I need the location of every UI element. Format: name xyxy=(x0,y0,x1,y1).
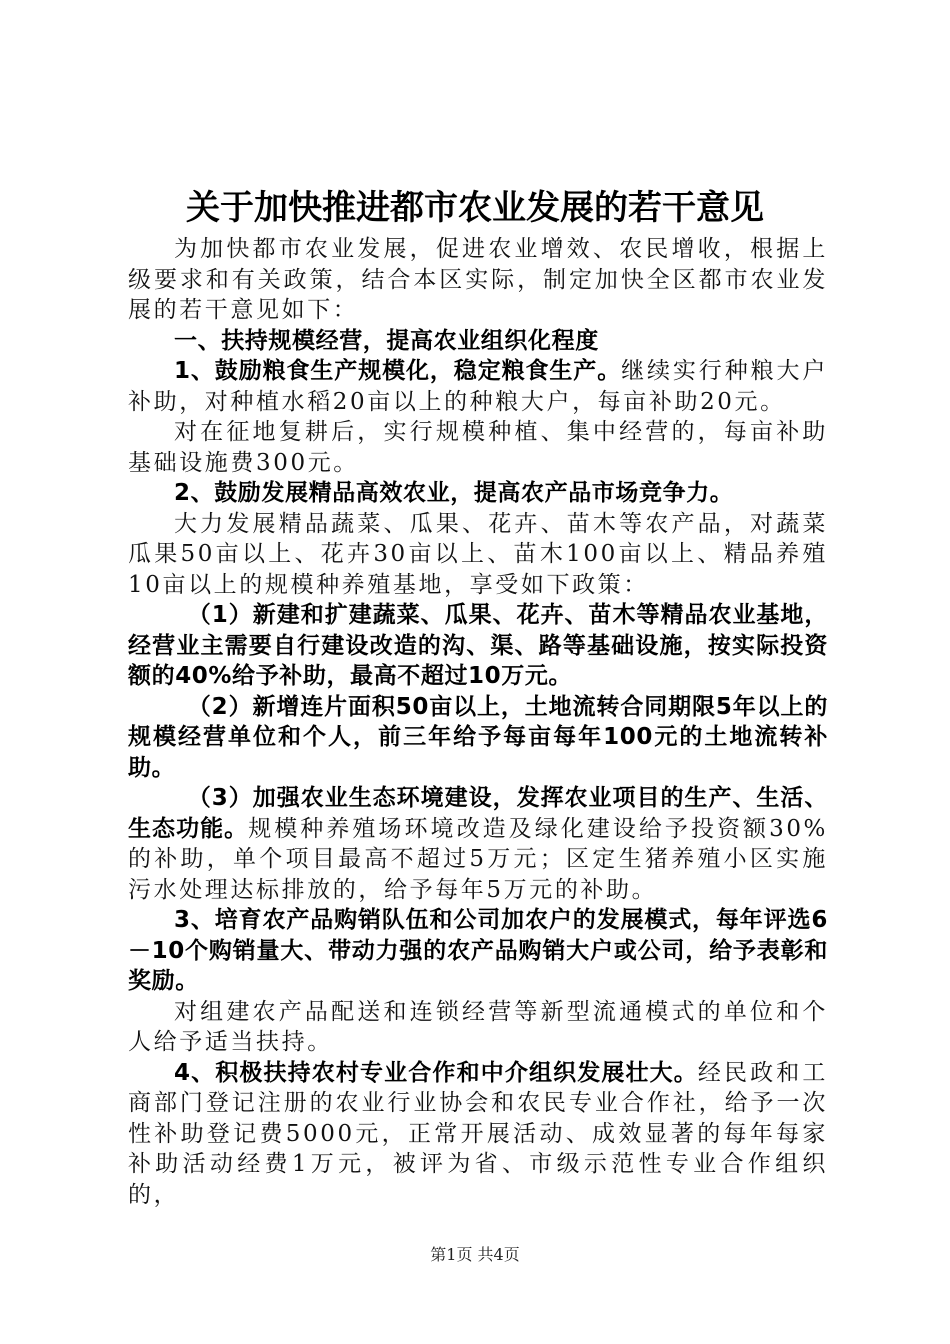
item-2-paragraph: 大力发展精品蔬菜、瓜果、花卉、苗木等农产品，对蔬菜瓜果50亩以上、花卉30亩以上、苗木100亩以上、精品养殖10亩以上的规模种养殖基地，享受如下政策： xyxy=(128,510,828,598)
page-number: 第1页 共4页 xyxy=(430,1245,520,1264)
sub-item-1: （1）新建和扩建蔬菜、瓜果、花卉、苗木等精品农业基地，经营业主需要自行建设改造的沟、渠、路等基础设施，按实际投资额的40%给予补助，最高不超过10万元。 xyxy=(128,602,829,689)
item-1-text: 继续实行种粮大户补助，对种植水稻20亩以上的种粮大户，每亩补助20元。 xyxy=(128,358,828,415)
item-3-heading: 3、培育农产品购销队伍和公司加农户的发展模式，每年评选6－10个购销量大、带动力强的农产品购销大户或公司，给予表彰和奖励。 xyxy=(128,907,828,994)
document-title: 关于加快推进都市农业发展的若干意见 xyxy=(186,188,764,228)
item-4-text: 经民政和工商部门登记注册的农业行业协会和农民专业合作社，给予一次性补助登记费5000元，正常开展活动、成效显著的每年每家补助活动经费1万元，被评为省、市级示范性专业合作组织的， xyxy=(128,1059,828,1208)
sub-item-3-lead: （3）加强农业生态环境建设，发挥农业项目的生产、生活、生态功能。 xyxy=(128,785,829,842)
sub-item-3 xyxy=(128,783,828,905)
item-3-paragraph: 对组建农产品配送和连锁经营等新型流通模式的单位和个人给予适当扶持。 xyxy=(128,998,828,1055)
item-2-heading: 2、鼓励发展精品高效农业，提高农产品市场竞争力。 xyxy=(174,480,734,506)
intro-paragraph: 为加快都市农业发展，促进农业增效、农民增收，根据上级要求和有关政策，结合本区实际，制定加快全区都市农业发展的若干意见如下： xyxy=(128,236,828,323)
item-1-lead: 1、鼓励粮食生产规模化，稳定粮食生产。 xyxy=(174,358,622,384)
document-body xyxy=(128,234,828,1210)
item-4-lead: 4、积极扶持农村专业合作和中介组织发展壮大。 xyxy=(174,1059,698,1086)
sub-item-3-text: 规模种养殖场环境改造及绿化建设给予投资额30%的补助，单个项目最高不超过5万元；区定生猪养殖小区实施污水处理达标排放的，给予每年5万元的补助。 xyxy=(128,815,829,903)
item-4-paragraph xyxy=(128,1058,828,1211)
item-1-paragraph-2: 对在征地复耕后，实行规模种植、集中经营的，每亩补助基础设施费300元。 xyxy=(128,419,828,476)
sub-item-2: （2）新增连片面积50亩以上，土地流转合同期限5年以上的规模经营单位和个人，前三年给予每亩每年100元的土地流转补助。 xyxy=(128,693,828,781)
section-heading: 一、扶持规模经营，提高农业组织化程度 xyxy=(174,327,599,354)
item-1-paragraph xyxy=(128,356,828,417)
